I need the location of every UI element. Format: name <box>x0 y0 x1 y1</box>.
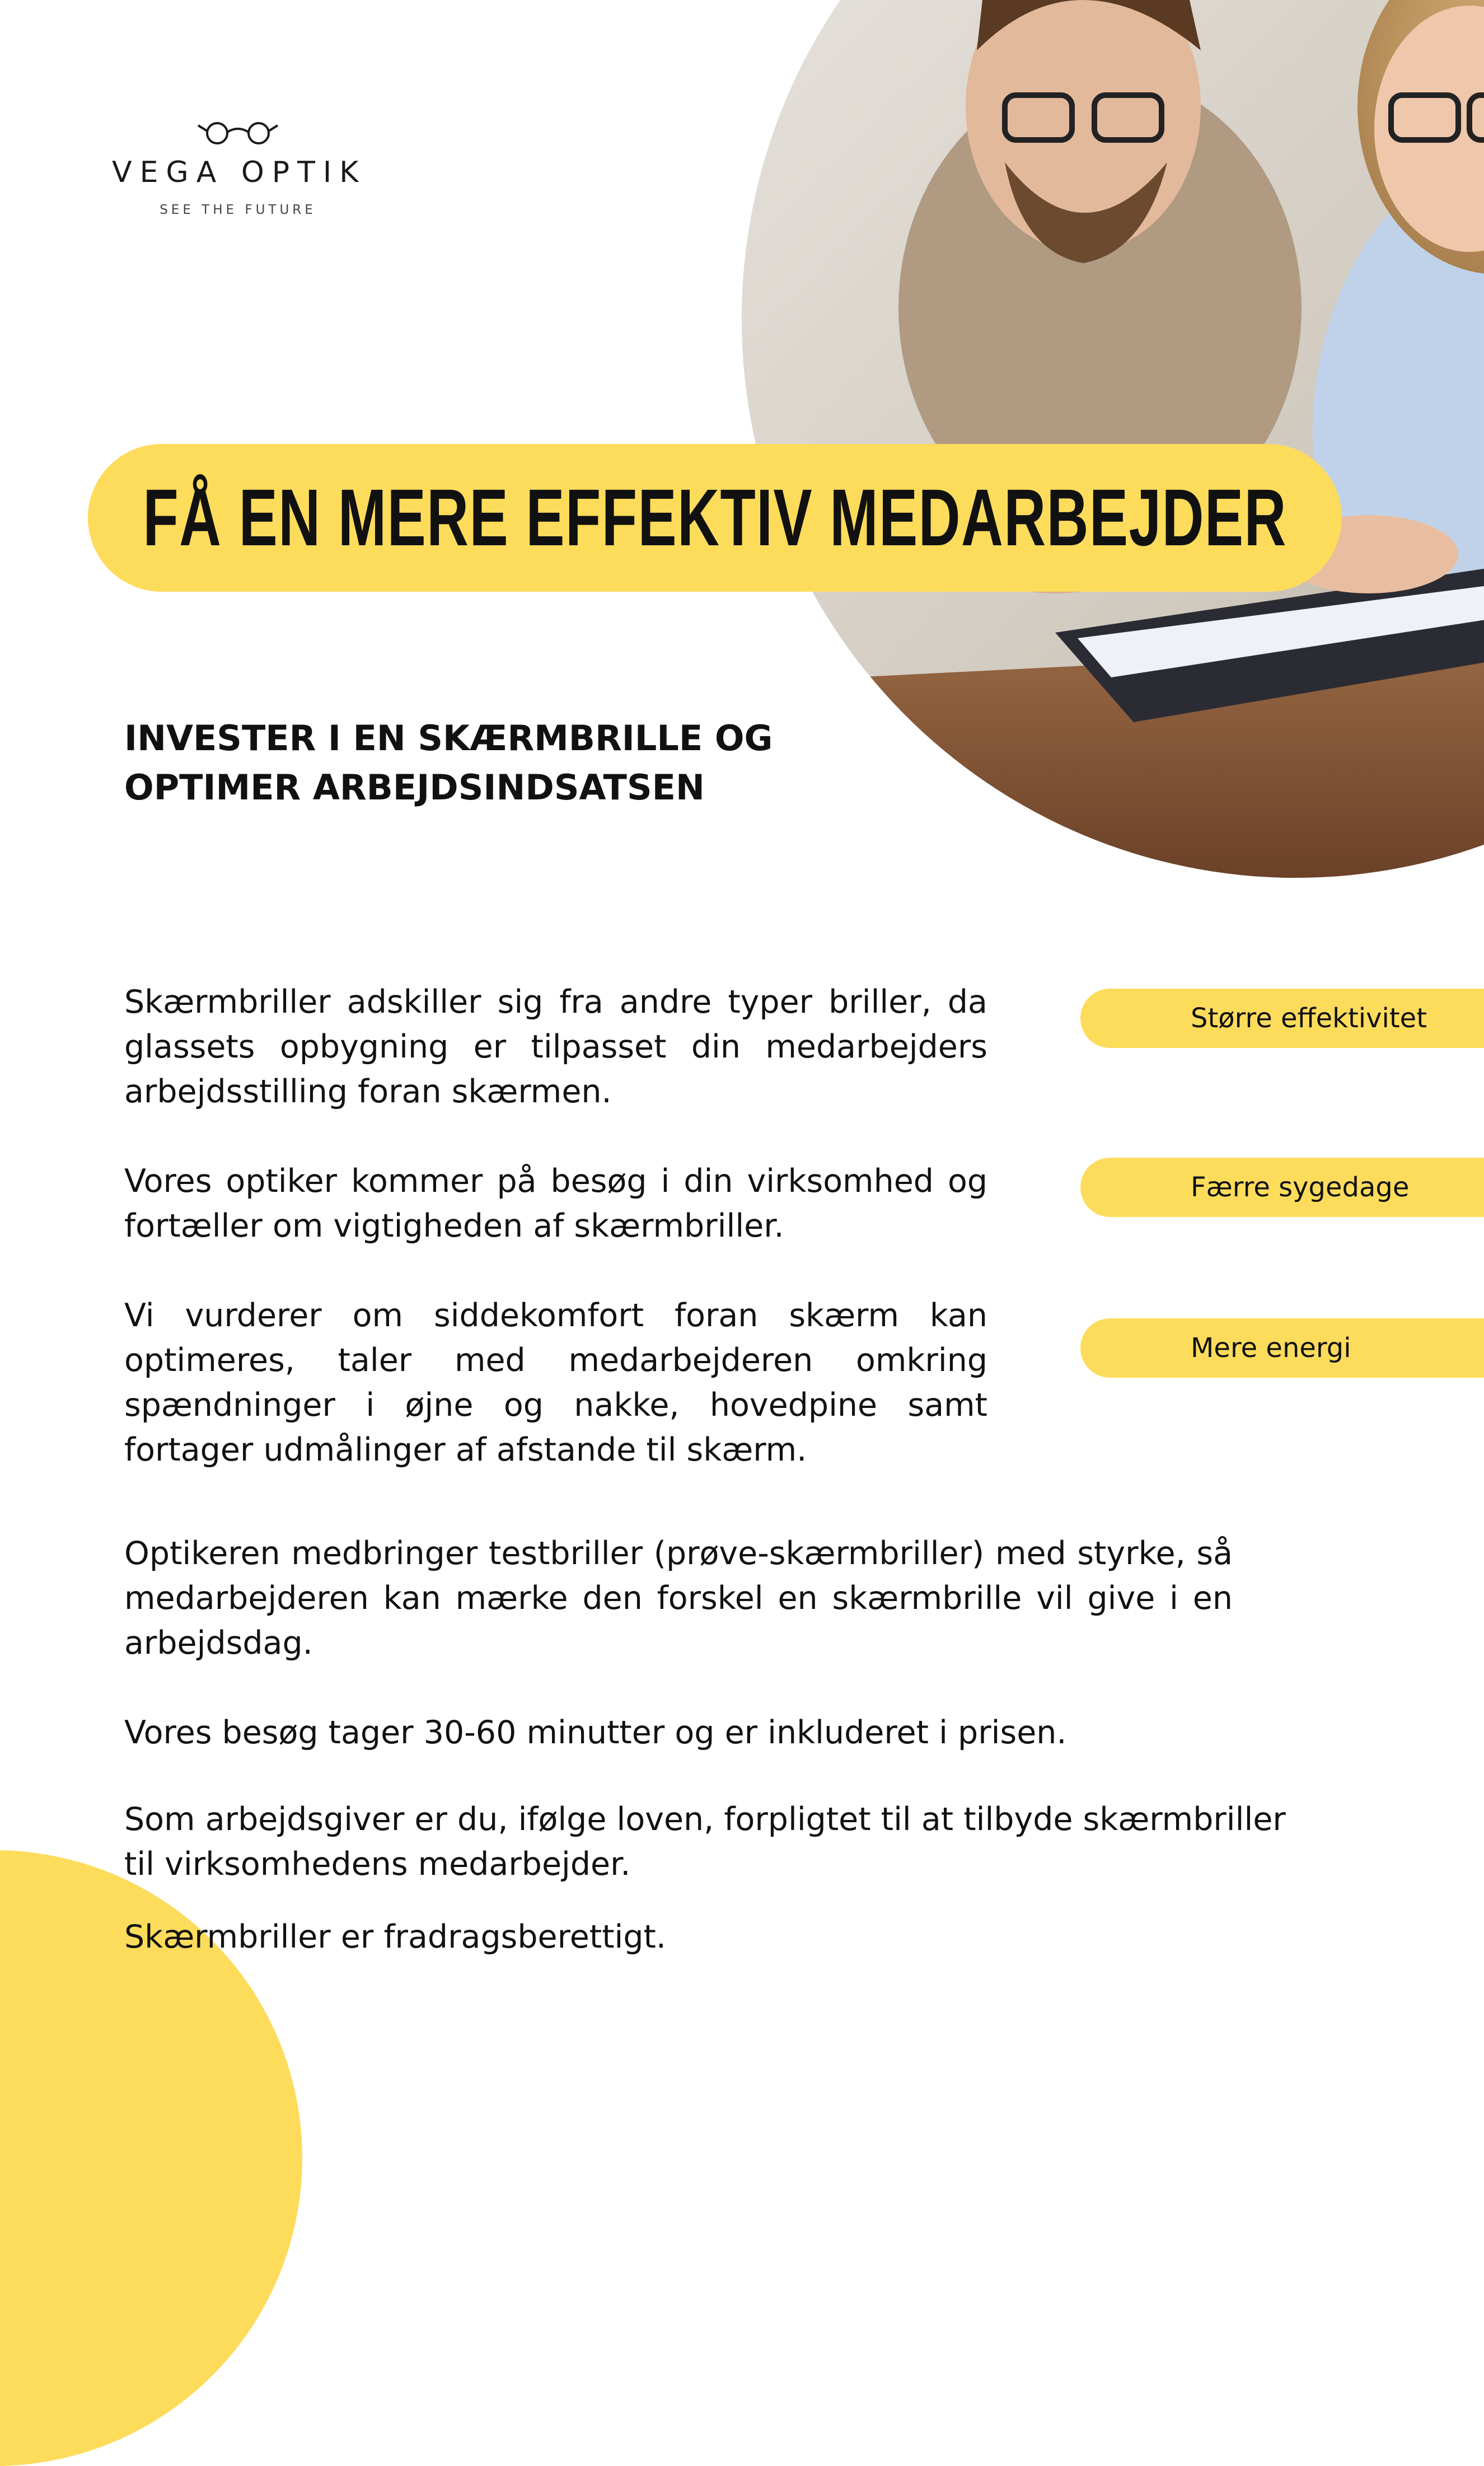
brand-tagline: SEE THE FUTURE <box>160 203 316 217</box>
benefit-pill <box>1080 989 1484 1048</box>
benefit-pill <box>1080 1158 1484 1217</box>
brand-name: VEGA OPTIK <box>112 156 367 189</box>
subheading <box>124 714 908 812</box>
paragraph: Skærmbriller adskiller sig fra andre typer briller, da glassets opbygning er tilpasset din medarbejders arbejdsstilling foran skærmen. <box>124 984 987 1110</box>
paragraph: Vi vurderer om siddekomfort foran skærm kan optimeres, taler med medarbejderen omkring spændninger i øjne og nakke, hovedpine samt fortager udmålinger af afstande til skærm. <box>124 1297 987 1468</box>
subheading-line: INVESTER I EN SKÆRMBRILLE OG <box>124 718 773 759</box>
benefit-pill <box>1080 1318 1484 1378</box>
benefit-label: Færre sygedage <box>1191 1172 1410 1203</box>
glasses-icon <box>196 118 280 146</box>
benefit-label: Større effektivitet <box>1191 1003 1427 1034</box>
page-title: FÅ EN MERE EFFEKTIV MEDARBEJDER <box>143 472 1287 563</box>
paragraph: Som arbejdsgiver er du, ifølge loven, forpligtet til at tilbyde skærmbriller til virksomhedens medarbejder. <box>124 1801 1286 1883</box>
paragraph: Optikeren medbringer testbriller (prøve-skærmbriller) med styrke, så medarbejderen kan mærke den forskel en skærmbrille vil give i en arbejdsdag. <box>124 1535 1233 1662</box>
paragraph: Skærmbriller er fradragsberettigt. <box>124 1918 667 1955</box>
logo <box>112 118 367 217</box>
benefit-label: Mere energi <box>1191 1332 1351 1364</box>
subheading-line: OPTIMER ARBEJDSINDSATSEN <box>124 767 705 808</box>
paragraph: Vores optiker kommer på besøg i din virksomhed og fortæller om vigtigheden af skærmbriller. <box>124 1163 987 1244</box>
paragraph: Vores besøg tager 30-60 minutter og er inkluderet i prisen. <box>124 1714 1067 1751</box>
headline-banner <box>88 444 1342 592</box>
